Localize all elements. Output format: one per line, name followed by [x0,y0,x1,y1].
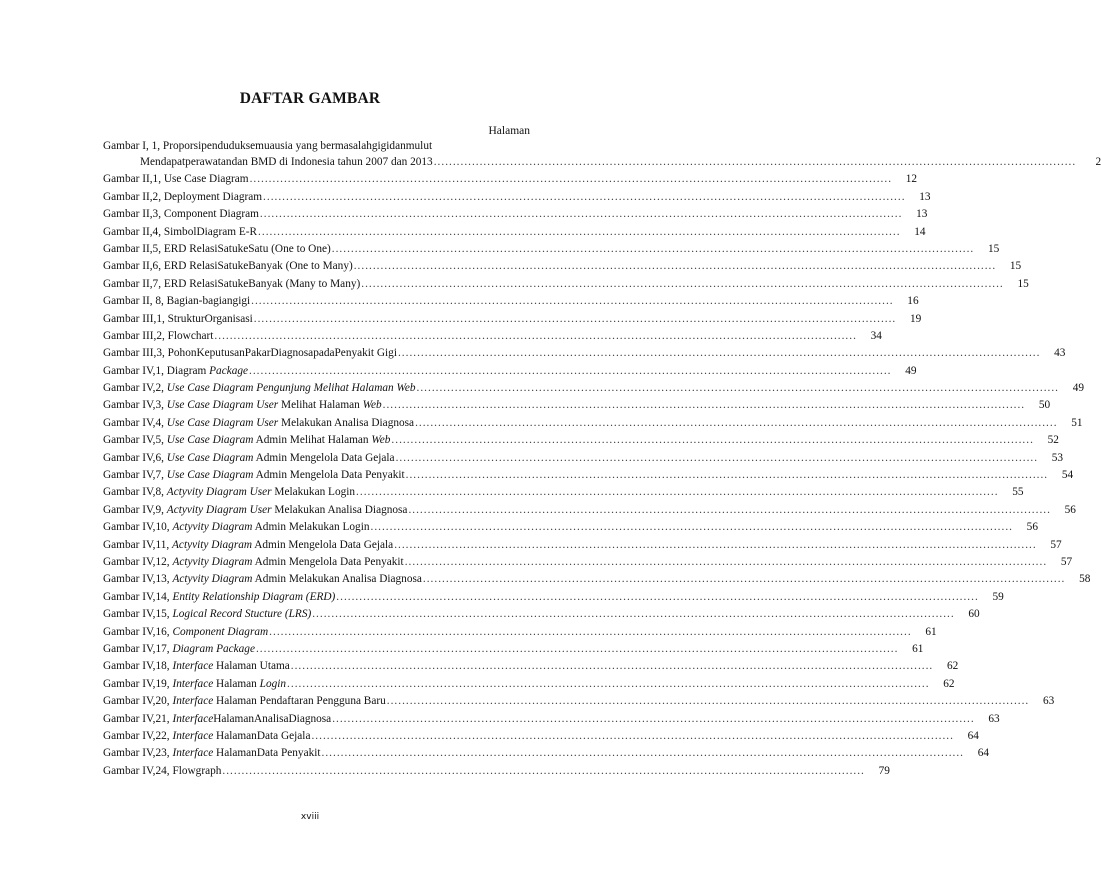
caption-part: Gambar II,7, ERD RelasiSatukeBanyak (Many to Many) [103,277,361,290]
dot-leader [260,206,902,223]
page-number: 51 [1071,416,1083,429]
figure-caption [103,537,393,554]
caption-part: Gambar IV,13, [103,573,173,586]
caption-italic-part: Web [371,434,391,447]
caption-part: Gambar III,1, StrukturOrganisasi [103,312,253,325]
list-item [103,554,1073,571]
dot-leader [354,258,996,275]
caption-italic-part: Interface [172,660,214,673]
page-number: 60 [968,608,980,621]
page-number: 13 [916,208,928,221]
caption-part: Admin Melakukan Login [252,521,370,534]
page-number: 61 [912,642,924,655]
page-number: 15 [987,242,1000,255]
list-item [103,711,1000,728]
caption-italic-part: Actyvity Diagram User [166,503,272,516]
dot-leader [336,589,978,606]
figure-caption [103,276,360,293]
page-number: 12 [905,173,918,186]
dot-leader [434,154,1076,171]
page-number: 16 [907,295,919,308]
caption-part: Gambar II,4, SimbolDiagram E-R [103,225,258,238]
list-item [103,276,1029,293]
list-item [103,467,1074,484]
caption-part: Gambar IV,16, [103,625,173,638]
caption-part: HalamanAnalisaDiagnosa [213,712,332,725]
page-number: 49 [1072,382,1084,395]
list-item [103,206,928,223]
dot-leader [383,397,1025,414]
caption-part: Gambar IV,5, [103,434,167,447]
caption-part: Gambar II,1, Use Case Diagram [103,173,249,186]
caption-part: Gambar II,2, Deployment Diagram [103,190,263,203]
list-item [103,763,890,780]
figure-caption [103,745,321,762]
list-item [103,450,1064,467]
caption-italic-part: Actyvity Diagram [172,521,253,534]
caption-part: Admin Mengelola Data Penyakit [252,555,404,568]
figure-caption [103,241,331,258]
figure-caption [103,258,353,275]
caption-part: HalamanData Penyakit [213,747,321,760]
caption-part: Admin Melakukan Analisa Diagnosa [252,573,422,586]
caption-part: Gambar IV,11, [103,538,173,551]
dot-leader [254,311,896,328]
figure-caption [103,519,370,536]
list-item [103,728,979,745]
caption-italic-part: Use Case Diagram [166,434,254,447]
caption-part: Gambar II, 8, Bagian-bagiangigi [103,295,251,308]
caption-italic-part: Actyvity Diagram [172,573,253,586]
page-number: 2 [1095,156,1101,168]
dot-leader [408,502,1050,519]
caption-part: Gambar IV,12, [103,555,173,568]
caption-part: Gambar IV,10, [103,521,173,534]
page-number: 62 [946,660,959,673]
figure-caption [103,467,405,484]
caption-part: Gambar IV,19, [103,677,173,690]
caption-italic-part: Web [362,399,382,412]
caption-italic-part: Logical Record Stucture (LRS) [172,608,312,621]
page-number: 57 [1060,555,1073,568]
dot-leader [387,693,1029,710]
caption-italic-part: Use Case Diagram [166,451,254,464]
caption-italic-part: Use Case Diagram User [166,416,279,429]
figure-caption [103,502,407,519]
list-item [103,519,1038,536]
caption-part: Melakukan Analisa Diagnosa [271,503,408,516]
caption-part: Halaman Pendaftaran Pengguna Baru [213,695,386,708]
dot-leader [396,450,1038,467]
caption-part: Gambar IV,18, [103,660,173,673]
caption-italic-part: Diagram Package [172,642,255,655]
list-item [103,624,937,641]
page-number: 62 [943,677,955,690]
caption-part: Gambar IV,21, [103,712,173,725]
dot-leader [417,380,1059,397]
caption-part: Halaman [213,677,260,690]
list-item [103,171,918,188]
figure-caption [140,154,433,171]
page-number: 43 [1054,347,1066,360]
figure-caption [103,171,249,188]
page-number: 56 [1064,503,1076,516]
page-number: 53 [1051,451,1064,464]
caption-part: Mendapatperawatandan BMD di Indonesia tahun 2007 dan 2013 [140,156,433,168]
caption-italic-part: Component Diagram [172,625,269,638]
page-number: 64 [977,747,989,760]
page-number: 59 [992,590,1004,603]
caption-part: Melakukan Analisa Diagnosa [278,416,415,429]
list-item [103,589,1004,606]
dot-leader [371,519,1013,536]
caption-part: Gambar IV,20, [103,695,173,708]
figure-caption [103,206,259,223]
dot-leader [263,189,905,206]
figure-caption [103,763,221,780]
caption-part: Gambar IV,15, [103,608,173,621]
page-number: 54 [1061,469,1074,482]
figure-caption [103,138,432,154]
caption-part: Gambar IV,7, [103,469,167,482]
caption-part: Gambar II,3, Component Diagram [103,208,259,221]
caption-part: Gambar IV,2, [103,382,167,395]
list-item [103,224,926,241]
caption-part: Gambar IV,22, [103,729,173,742]
dot-leader [415,415,1057,432]
caption-italic-part: Interface [172,712,214,725]
list-item [103,189,931,206]
figure-caption [103,311,253,328]
page-number: 63 [988,712,1000,725]
figure-caption [103,397,382,414]
figure-caption [103,728,310,745]
page-number: 57 [1050,538,1062,551]
list-item [103,397,1051,414]
page-number: 15 [1009,260,1022,273]
caption-part: Admin Mengelola Data Penyakit [253,469,405,482]
figure-caption [103,693,386,710]
list-item [103,676,955,693]
page-number: 49 [905,364,917,377]
caption-part: Gambar IV,8, [103,486,167,499]
figure-caption [103,676,286,693]
page-number: 52 [1047,434,1059,447]
caption-part: Gambar IV,14, [103,590,173,603]
caption-italic-part: Use Case Diagram [166,469,254,482]
page-number: 63 [1042,695,1055,708]
dot-leader [361,276,1003,293]
caption-part: Melihat Halaman [278,399,363,412]
page-title: DAFTAR GAMBAR [239,90,381,107]
list-item [103,293,919,310]
list-item [103,363,917,380]
dot-leader [251,293,893,310]
list-item [103,484,1024,501]
caption-part: Gambar III,2, Flowchart [103,329,214,342]
dot-leader [287,676,929,693]
dot-leader [332,241,974,258]
caption-italic-part: Package [209,364,249,377]
figure-caption [103,571,422,588]
figure-caption [103,484,355,501]
page-number: 34 [870,329,882,342]
caption-part: Gambar II,5, ERD RelasiSatukeSatu (One to One) [103,242,331,255]
dot-leader [405,554,1047,571]
list-item [103,502,1076,519]
caption-part: Gambar III,3, PohonKeputusanPakarDiagnosapadaPenyakit Gigi [103,347,397,360]
list-item [103,241,1000,258]
caption-part: Admin Mengelola Data Gejala [253,451,395,464]
caption-italic-part: Entity Relationship Diagram (ERD) [172,590,336,603]
caption-italic-part: Actyvity Diagram User [166,486,272,499]
figure-caption [103,711,331,728]
page-number: 64 [967,729,979,742]
figure-caption [103,345,397,362]
figure-caption [103,658,290,675]
page-number: 13 [919,190,931,203]
list-item [103,693,1055,710]
halaman-column-label: Halaman [488,125,530,137]
figure-caption [103,224,257,241]
figure-caption [103,554,404,571]
figure-caption [103,293,250,310]
caption-part: HalamanData Gejala [213,729,311,742]
dot-leader [311,728,953,745]
list-item [103,154,1101,171]
dot-leader [406,467,1048,484]
page-number: 56 [1026,521,1038,534]
dot-leader [391,432,1033,449]
dot-leader [356,484,998,501]
list-item [103,328,882,345]
caption-part: Gambar IV,3, [103,399,167,412]
page-number-footer: xviii [300,812,320,822]
list-item [103,745,989,762]
caption-part: Gambar IV,17, [103,642,173,655]
list-item [103,345,1066,362]
caption-part: Gambar I, 1, Proporsipenduduksemuausia yang bermasalahgigidanmulut [103,140,433,152]
caption-part: Admin Melihat Halaman [253,434,372,447]
caption-part: Gambar IV,1, Diagram [103,364,210,377]
list-item [103,432,1059,449]
caption-part: Melakukan Login [271,486,356,499]
figure-caption [103,415,414,432]
list-item [103,658,959,675]
dot-leader [222,763,864,780]
figure-caption [103,641,255,658]
page-number: 15 [1017,277,1029,290]
dot-leader [249,363,891,380]
dot-leader [256,641,898,658]
caption-italic-part: Interface [172,695,214,708]
list-item [103,311,922,328]
page-number: 61 [925,625,937,638]
list-item [103,606,980,623]
caption-part: Gambar IV,23, [103,747,173,760]
list-item [103,138,528,154]
dot-leader [398,345,1040,362]
figure-caption [103,624,268,641]
caption-italic-part: Interface [172,747,214,760]
dot-leader [258,224,900,241]
dot-leader [269,624,911,641]
list-item [103,380,1084,397]
page-number: 50 [1038,399,1051,412]
caption-part: Gambar II,6, ERD RelasiSatukeBanyak (One to Many) [103,260,353,273]
dot-leader [250,171,892,188]
figure-caption [103,606,311,623]
figure-caption [103,363,248,380]
list-item [103,537,1062,554]
page-number: 55 [1012,486,1024,499]
figure-caption [103,328,213,345]
caption-italic-part: Interface [172,677,214,690]
dot-leader [394,537,1036,554]
figure-caption [103,432,390,449]
list-item [103,571,1091,588]
caption-italic-part: Use Case Diagram User [166,399,279,412]
caption-italic-part: Interface [172,729,214,742]
caption-part: Admin Mengelola Data Gejala [252,538,394,551]
page-number: 58 [1079,573,1091,586]
page-number: 19 [909,312,922,325]
caption-italic-part: Use Case Diagram Pengunjung Melihat Halaman Web [166,382,416,395]
caption-part: Gambar IV,24, Flowgraph [103,764,222,777]
page-number: 14 [914,225,926,238]
caption-italic-part: Login [259,677,287,690]
figure-caption [103,380,416,397]
dot-leader [291,658,933,675]
figure-caption [103,589,335,606]
list-item [103,641,924,658]
caption-part: Gambar IV,6, [103,451,167,464]
caption-part: Halaman Utama [213,660,290,673]
dot-leader [322,745,964,762]
dot-leader [332,711,974,728]
figure-caption [103,189,262,206]
figure-caption [103,450,395,467]
page-number: 79 [878,764,890,777]
caption-part: Gambar IV,4, [103,416,167,429]
dot-leader [423,571,1065,588]
figure-list [103,138,1101,780]
caption-part: Gambar IV,9, [103,503,167,516]
list-item [103,415,1083,432]
caption-italic-part: Actyvity Diagram [172,538,253,551]
dot-leader [312,606,954,623]
list-item [103,258,1022,275]
dot-leader [214,328,856,345]
caption-italic-part: Actyvity Diagram [172,555,253,568]
